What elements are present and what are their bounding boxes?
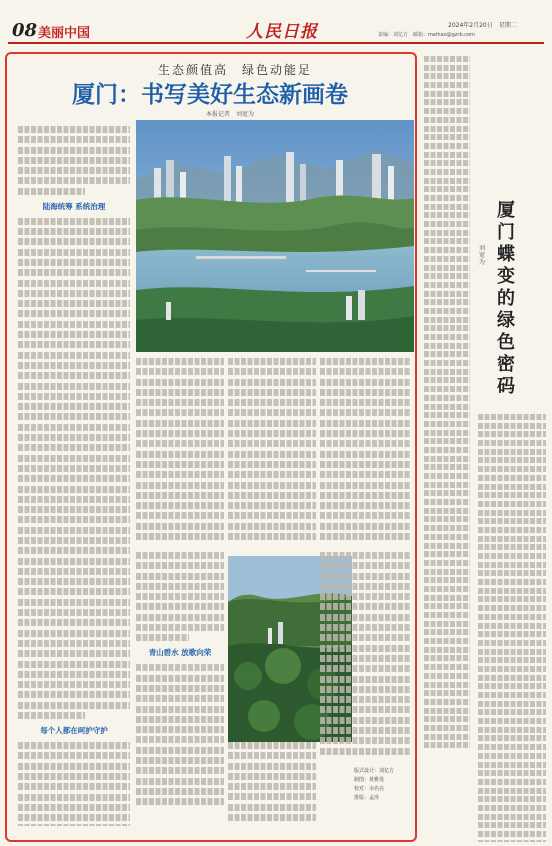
- article-kicker: 生态颜值高 绿色动能足: [157, 63, 312, 77]
- credit-typesetter: 排版：孟泽: [354, 795, 380, 801]
- issue-date: 2024年2月20日 星期二: [448, 22, 517, 29]
- city-skyline-image: [136, 120, 414, 352]
- credit-layout-designer: 版式设计：刘亿方: [354, 768, 395, 774]
- commentary-title-box: [474, 160, 544, 410]
- page-number: 08: [12, 20, 38, 41]
- article-byline: 本报记者 刘宽为: [205, 111, 254, 118]
- article-column-3a: [228, 358, 316, 548]
- commentary-column-left: [424, 56, 470, 842]
- newspaper-logo: 人民日报: [246, 22, 318, 42]
- credit-proofreader: 校对：余名亮: [354, 786, 385, 792]
- article-column-1: [18, 126, 130, 826]
- article-column-3b: [228, 742, 316, 832]
- section-name: 美丽中国: [38, 26, 91, 41]
- commentary-title: 厦门蝶变的绿色密码: [497, 200, 515, 397]
- section-subhead-1: 陆海统筹 系统治理: [42, 201, 106, 211]
- page-header: [0, 0, 552, 46]
- article-column-2b: [136, 552, 224, 832]
- commentary-author: 刘宽为: [479, 245, 486, 266]
- header-rule: [8, 42, 544, 44]
- section-subhead-3: 每个人都在呵护守护: [40, 726, 108, 736]
- credit-chart: 制图：黄雅曼: [354, 777, 385, 783]
- article-column-2a: [136, 358, 224, 548]
- city-aerial-photo: [136, 120, 414, 352]
- editor-info: 责编：刘亿方 邮箱：meihao@gzrb.com: [378, 32, 475, 38]
- article-column-4a: [320, 358, 410, 548]
- article-headline: 厦门：书写美好生态新画卷: [72, 81, 348, 108]
- commentary-column-right: [478, 414, 546, 842]
- article-column-4b: [320, 552, 410, 762]
- section-subhead-2: 青山碧水 放歌向荣: [148, 648, 212, 658]
